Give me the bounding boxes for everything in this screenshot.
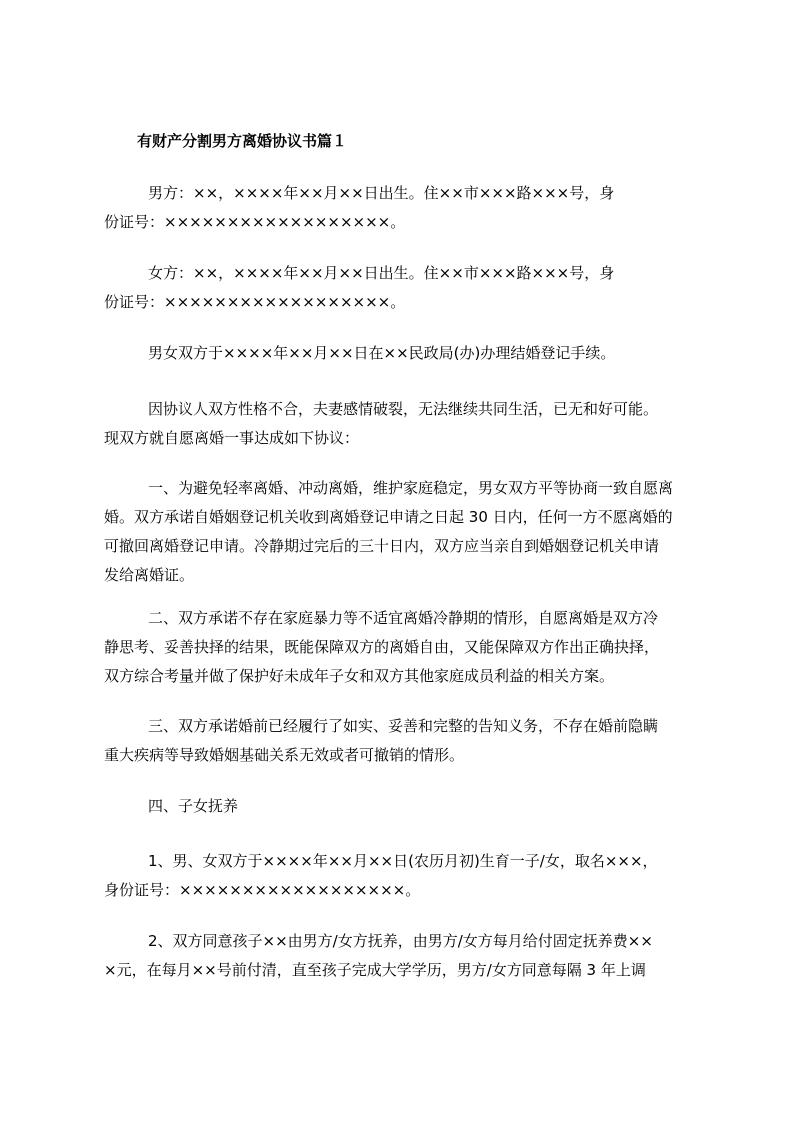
paragraph-child-support <box>104 927 714 985</box>
paragraph-line: 现双方就自愿离婚一事达成如下协议： <box>104 429 360 447</box>
paragraph-clause-two <box>104 604 714 691</box>
paragraph-line: 一、为避免轻率离婚、冲动离婚，维护家庭稳定，男女双方平等协商一致自愿离 <box>148 479 674 497</box>
paragraph-line: ×元，在每月××号前付清，直至孩子完成大学学历，男方/女方同意每隔 3 年上调 <box>104 961 646 979</box>
paragraph-clause-three <box>104 712 714 770</box>
paragraph-line: 身份证号：××××××××××××××××××。 <box>104 881 421 899</box>
paragraph-marriage-registration <box>104 339 714 368</box>
section-heading-child-custody <box>104 792 714 821</box>
paragraph-reason <box>104 395 714 453</box>
paragraph-line: 婚。双方承诺自婚姻登记机关收到离婚登记申请之日起 30 日内，任何一方不愿离婚的 <box>104 508 673 526</box>
paragraph-line: 四、子女抚养 <box>148 797 239 815</box>
paragraph-line: 男方：××，××××年××月××日出生。住××市×××路×××号，身 <box>148 184 615 202</box>
paragraph-line: 1、男、女双方于××××年××月××日(农历月初)生育一子/女，取名×××， <box>148 852 658 870</box>
paragraph-line: 双方综合考量并做了保护好未成年子女和双方其他家庭成员利益的相关方案。 <box>104 667 615 685</box>
paragraph-line: 2、双方同意孩子××由男方/女方抚养，由男方/女方每月给付固定抚养费×× <box>148 932 653 950</box>
document-title: 有财产分割男方离婚协议书篇１ <box>137 132 348 150</box>
paragraph-line: 重大疾病等导致婚姻基础关系无效或者可撤销的情形。 <box>104 746 465 764</box>
paragraph-line: 份证号：××××××××××××××××××。 <box>104 293 406 311</box>
paragraph-line: 发给离婚证。 <box>104 566 195 584</box>
paragraph-line: 静思考、妥善抉择的结果，既能保障双方的离婚自由，又能保障双方作出正确抉择， <box>104 638 660 656</box>
paragraph-clause-one <box>104 474 714 590</box>
paragraph-line: 三、双方承诺婚前已经履行了如实、妥善和完整的告知义务，不存在婚前隐瞒 <box>148 717 659 735</box>
paragraph-child-info <box>104 847 714 905</box>
paragraph-husband-info <box>104 179 714 237</box>
paragraph-wife-info <box>104 259 714 317</box>
paragraph-line: 二、双方承诺不存在家庭暴力等不适宜离婚冷静期的情形，自愿离婚是双方冷 <box>148 609 659 627</box>
paragraph-line: 男女双方于××××年××月××日在××民政局(办)办理结婚登记手续。 <box>148 344 616 362</box>
paragraph-line: 因协议人双方性格不合，夫妻感情破裂，无法继续共同生活，已无和好可能。 <box>148 400 659 418</box>
paragraph-line: 份证号：××××××××××××××××××。 <box>104 213 406 231</box>
paragraph-line: 可撤回离婚登记申请。冷静期过完后的三十日内，双方应当亲自到婚姻登记机关申请 <box>104 537 660 555</box>
paragraph-line: 女方：××，××××年××月××日出生。住××市×××路×××号，身 <box>148 264 615 282</box>
